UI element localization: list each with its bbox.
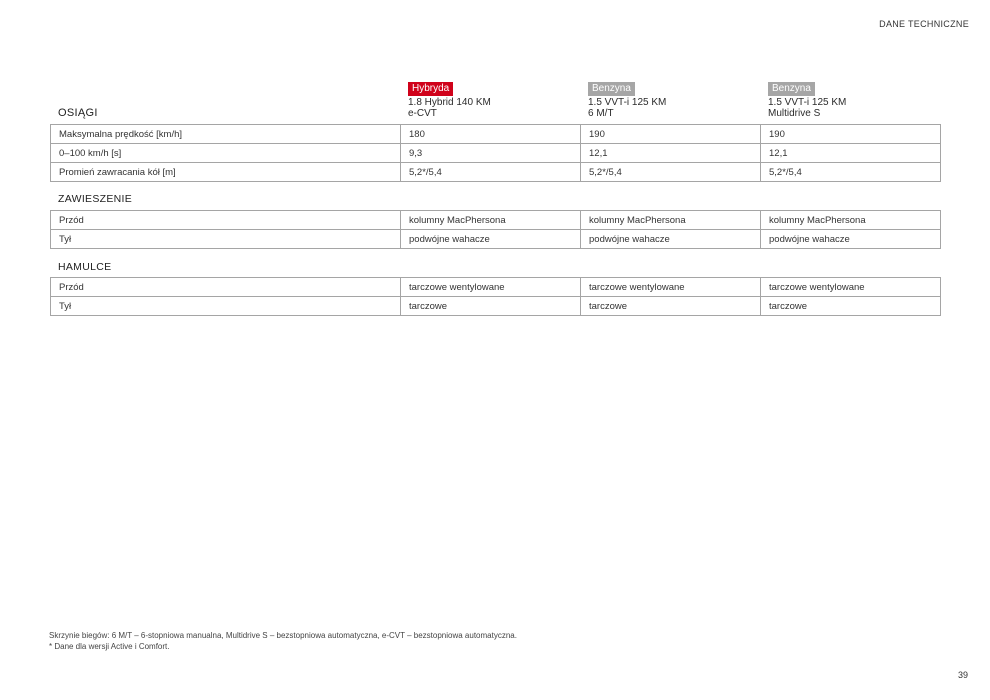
fuel-badge-petrol: Benzyna bbox=[768, 82, 815, 96]
column-head-hybrid bbox=[408, 82, 578, 119]
table-cell: podwójne wahacze bbox=[401, 230, 581, 249]
table-cell: tarczowe wentylowane bbox=[401, 278, 581, 297]
table-cell: 190 bbox=[581, 125, 761, 144]
table-cell: tarczowe wentylowane bbox=[581, 278, 761, 297]
table-cell: 5,2*/5,4 bbox=[761, 163, 941, 182]
column-head-petrol-mt bbox=[588, 82, 758, 119]
engine-name: 1.5 VVT-i 125 KM bbox=[768, 97, 847, 108]
transmission-name: e-CVT bbox=[408, 108, 437, 119]
fuel-badge-hybrid: Hybryda bbox=[408, 82, 453, 96]
table-cell: tarczowe wentylowane bbox=[761, 278, 941, 297]
footnotes bbox=[49, 630, 517, 652]
transmission-name: 6 M/T bbox=[588, 108, 614, 119]
table-cell: 9,3 bbox=[401, 144, 581, 163]
table-row bbox=[51, 278, 941, 297]
row-label: Tył bbox=[51, 297, 401, 316]
row-label: Promień zawracania kół [m] bbox=[51, 163, 401, 182]
suspension-table bbox=[50, 210, 941, 249]
table-row bbox=[51, 125, 941, 144]
row-label: 0–100 km/h [s] bbox=[51, 144, 401, 163]
section-title-brakes: HAMULCE bbox=[58, 261, 112, 273]
table-cell: kolumny MacPhersona bbox=[761, 211, 941, 230]
row-label: Tył bbox=[51, 230, 401, 249]
table-row bbox=[51, 230, 941, 249]
table-cell: kolumny MacPhersona bbox=[401, 211, 581, 230]
table-cell: 5,2*/5,4 bbox=[581, 163, 761, 182]
table-cell: 180 bbox=[401, 125, 581, 144]
footnote-transmissions: Skrzynie biegów: 6 M/T – 6-stopniowa manualna, Multidrive S – bezstopniowa automatyczna, e-CVT – bezstopniowa automatyczna. bbox=[49, 631, 517, 640]
footnote-asterisk: * Dane dla wersji Active i Comfort. bbox=[49, 642, 170, 651]
engine-name: 1.5 VVT-i 125 KM bbox=[588, 97, 667, 108]
table-cell: 12,1 bbox=[581, 144, 761, 163]
fuel-badge-petrol: Benzyna bbox=[588, 82, 635, 96]
row-label: Maksymalna prędkość [km/h] bbox=[51, 125, 401, 144]
table-cell: 5,2*/5,4 bbox=[401, 163, 581, 182]
engine-name: 1.8 Hybrid 140 KM bbox=[408, 97, 491, 108]
table-cell: 12,1 bbox=[761, 144, 941, 163]
brakes-table bbox=[50, 277, 941, 316]
performance-table bbox=[50, 124, 941, 182]
section-header-label: DANE TECHNICZNE bbox=[879, 19, 969, 29]
table-row bbox=[51, 144, 941, 163]
table-row bbox=[51, 163, 941, 182]
column-head-petrol-cvt bbox=[768, 82, 938, 119]
page-number: 39 bbox=[957, 670, 968, 680]
row-label: Przód bbox=[51, 278, 401, 297]
table-row bbox=[51, 297, 941, 316]
table-row bbox=[51, 211, 941, 230]
section-title-performance: OSIĄGI bbox=[58, 107, 98, 119]
table-cell: 190 bbox=[761, 125, 941, 144]
row-label: Przód bbox=[51, 211, 401, 230]
table-cell: kolumny MacPhersona bbox=[581, 211, 761, 230]
section-title-suspension: ZAWIESZENIE bbox=[58, 193, 133, 205]
table-cell: podwójne wahacze bbox=[761, 230, 941, 249]
table-cell: podwójne wahacze bbox=[581, 230, 761, 249]
table-cell: tarczowe bbox=[401, 297, 581, 316]
table-cell: tarczowe bbox=[761, 297, 941, 316]
table-cell: tarczowe bbox=[581, 297, 761, 316]
transmission-name: Multidrive S bbox=[768, 108, 821, 119]
